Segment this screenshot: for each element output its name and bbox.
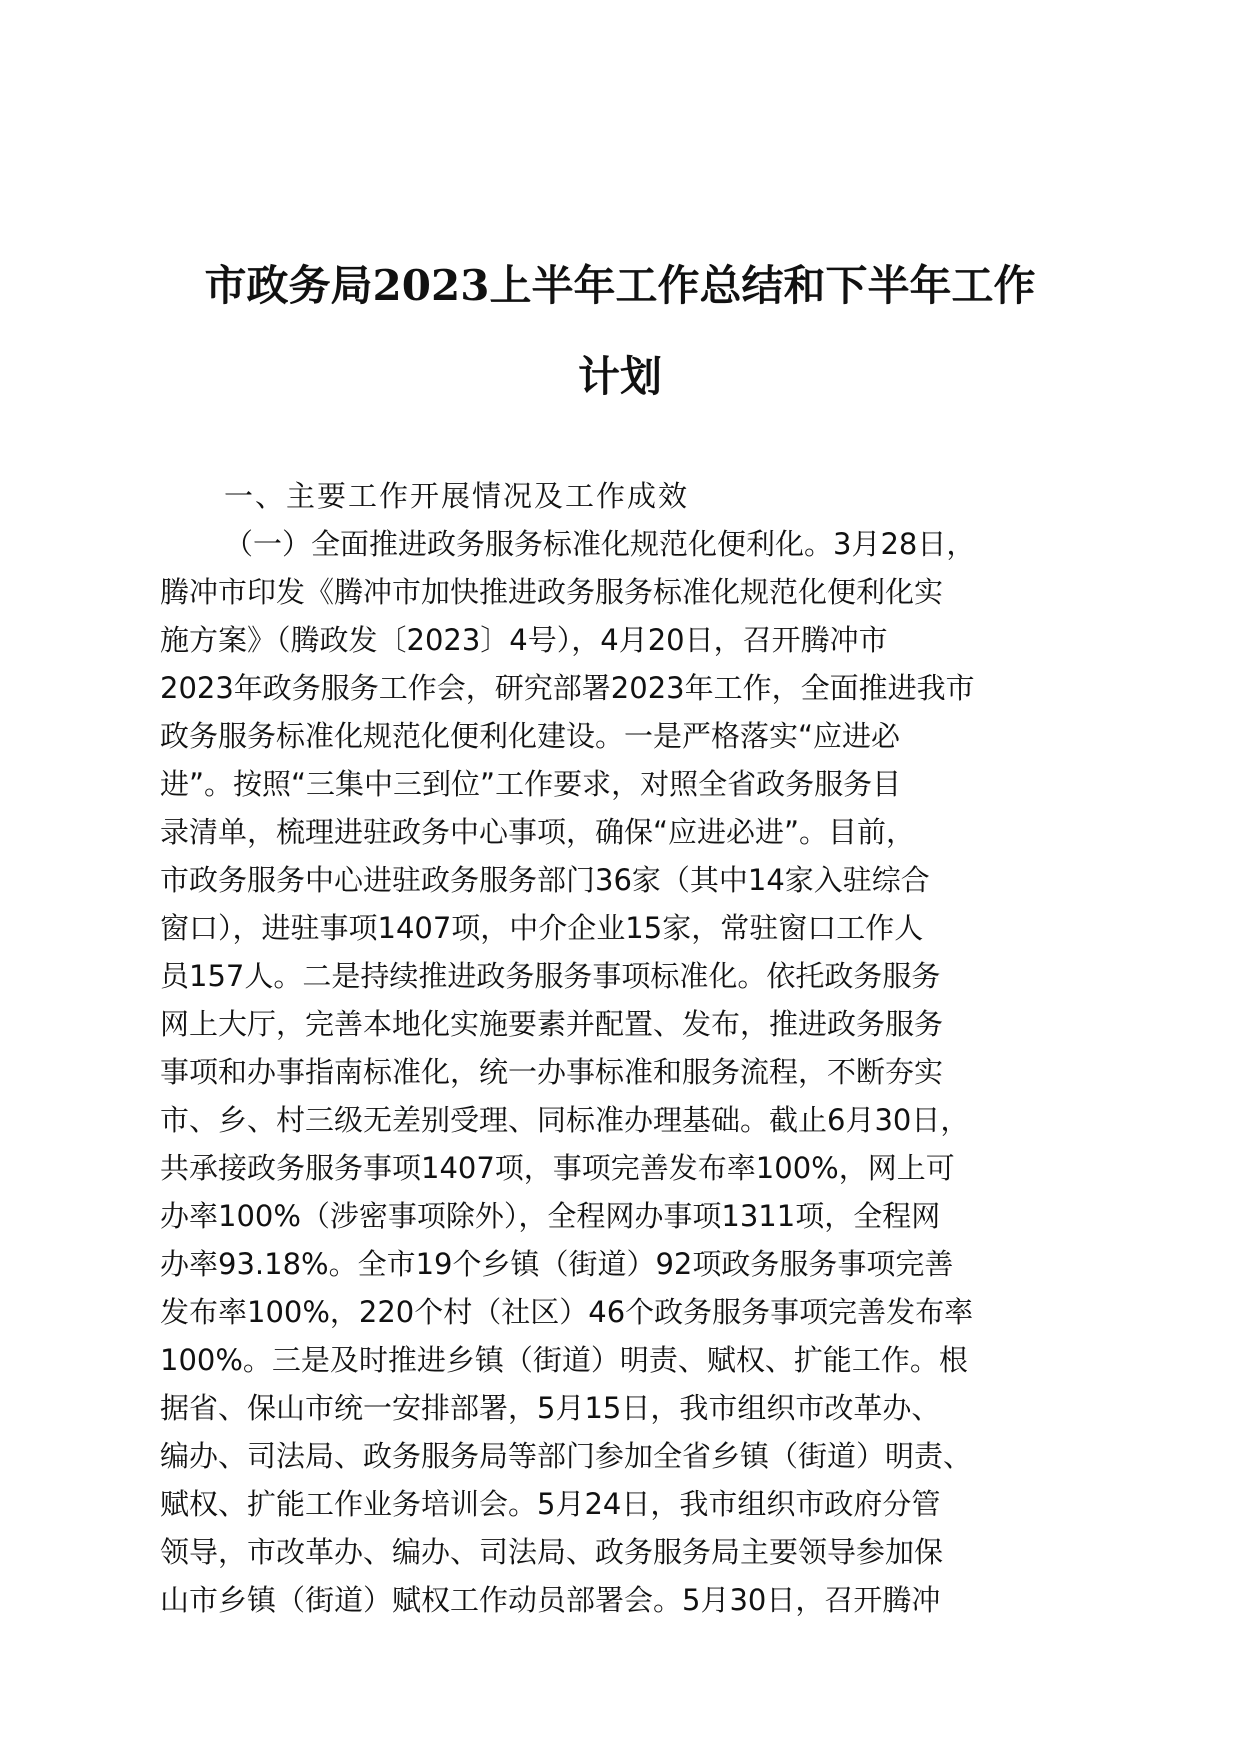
paragraph-line: 政务服务标准化规范化便利化建设。一是严格落实“应进必 <box>160 719 901 753</box>
paragraph-line: 录清单，梳理进驻政务中心事项，确保“应进必进”。目前， <box>160 815 916 849</box>
paragraph-line: 领导，市改革办、编办、司法局、政务服务局主要领导参加保 <box>160 1535 944 1569</box>
paragraph-line: 发布率100%，220个村（社区）46个政务服务事项完善发布率 <box>160 1295 974 1329</box>
paragraph-line: 进”。按照“三集中三到位”工作要求，对照全省政务服务目 <box>160 767 902 801</box>
paragraph-line: 窗口），进驻事项1407项，中介企业15家，常驻窗口工作人 <box>160 911 924 945</box>
paragraph-line: 据省、保山市统一安排部署，5月15日，我市组织市改革办、 <box>160 1391 941 1425</box>
document-title-line-2: 计划 <box>577 352 662 401</box>
paragraph-line: 山市乡镇（街道）赋权工作动员部署会。5月30日，召开腾冲 <box>160 1583 941 1617</box>
paragraph-line: 市政务服务中心进驻政务服务部门36家（其中14家入驻综合 <box>160 863 930 897</box>
paragraph-line: 施方案》（腾政发〔2023〕4号），4月20日，召开腾冲市 <box>160 623 888 657</box>
paragraph-line: 办率93.18%。全市19个乡镇（街道）92项政务服务事项完善 <box>160 1247 954 1281</box>
paragraph-line: 共承接政务服务事项1407项，事项完善发布率100%，网上可 <box>160 1151 955 1185</box>
section-heading: 一、主要工作开展情况及工作成效 <box>224 479 690 513</box>
paragraph-line: 办率100%（涉密事项除外），全程网办事项1311项，全程网 <box>160 1199 941 1233</box>
document-title-line-1: 市政务局2023上半年工作总结和下半年工作 <box>204 261 1036 310</box>
paragraph-line: 员157人。二是持续推进政务服务事项标准化。依托政务服务 <box>160 959 941 993</box>
paragraph-line: 2023年政务服务工作会，研究部署2023年工作，全面推进我市 <box>160 671 975 705</box>
paragraph-line: 编办、司法局、政务服务局等部门参加全省乡镇（街道）明责、 <box>160 1439 973 1473</box>
paragraph-line: （一）全面推进政务服务标准化规范化便利化。3月28日， <box>224 527 976 561</box>
paragraph-line: 腾冲市印发《腾冲市加快推进政务服务标准化规范化便利化实 <box>160 575 944 609</box>
paragraph-line: 100%。三是及时推进乡镇（街道）明责、赋权、扩能工作。根 <box>160 1343 968 1377</box>
paragraph-line: 赋权、扩能工作业务培训会。5月24日，我市组织市政府分管 <box>160 1487 941 1521</box>
paragraph-line: 事项和办事指南标准化，统一办事标准和服务流程，不断夯实 <box>160 1055 944 1089</box>
paragraph-line: 网上大厅，完善本地化实施要素并配置、发布，推进政务服务 <box>160 1007 944 1041</box>
paragraph-line: 市、乡、村三级无差别受理、同标准办理基础。截止6月30日， <box>160 1103 970 1137</box>
